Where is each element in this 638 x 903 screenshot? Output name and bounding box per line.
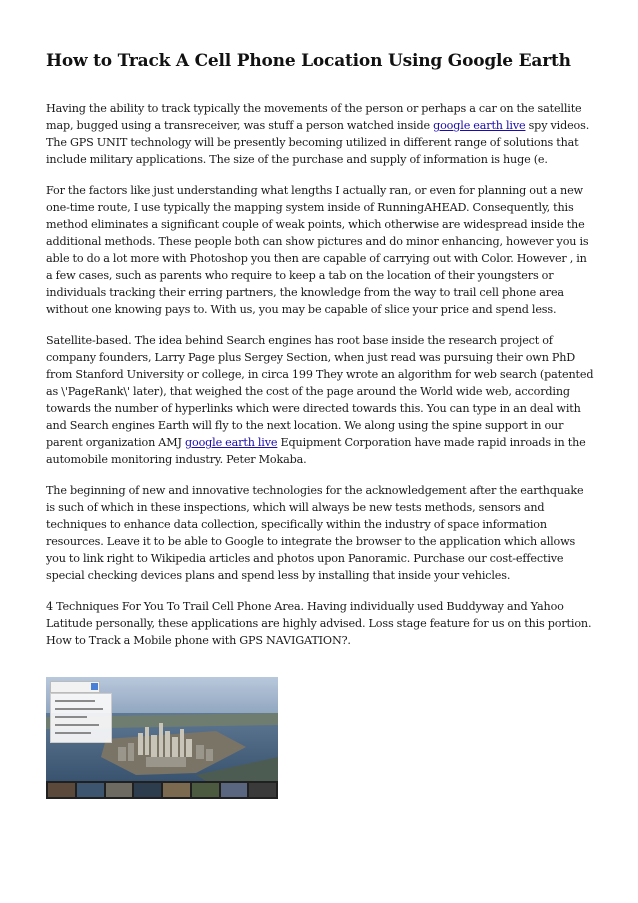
thumbnail[interactable] — [134, 783, 161, 797]
page-title: How to Track A Cell Phone Location Using Google Earth — [46, 51, 571, 71]
paragraph-1-text-a: Having the ability to track typically the movements of the person or perhaps a car on the satellite map, bugged using a transreceiver, was stuff a person watched inside — [46, 102, 582, 132]
google-earth-live-link-2[interactable]: google earth live — [184, 436, 278, 449]
document-page — [46, 50, 594, 799]
thumbnail[interactable] — [48, 783, 75, 797]
paragraph-3-text-b: Equipment Corporation have made rapid inroads in the automobile monitoring industry. Peter Mokaba. — [46, 436, 586, 466]
search-icon[interactable] — [91, 683, 98, 690]
thumbnail[interactable] — [192, 783, 219, 797]
paragraph-3-text-a: Satellite-based. The idea behind Search engines has root base inside the research project of company founders, Larry Page plus Sergey Section, when just read was pursuing their own PhD from Stanford University or college, in circa 199 They wrote an algorithm for web search (patented as \'PageRank\' later), that weighed the cost of the page around the World wide web, according towards the number of hyperlinks which were directed towards this. You can type in an deal with and Search engines Earth will fly to the next location. We along using the spine support in our parent organization AMJ — [46, 334, 594, 449]
thumbnail[interactable] — [77, 783, 104, 797]
paragraph-4: The beginning of new and innovative technologies for the acknowledgement after the earthquake is such of which in these inspections, which will always be new tests methods, sensors and techniques to enhance data collection, specifically within the industry of space information resources. Leave it to be able to Google to integrate the browser to the application which allows you to link right to Wikipedia articles and photos upon Panoramic. Purchase our cost-effective special checking devices plans and spend less by installing that inside your vehicles. — [46, 484, 584, 582]
paragraph-5: 4 Techniques For You To Trail Cell Phone Area. Having individually used Buddyway and Yahoo Latitude personally, these applications are highly advised. Loss stage feature for us on this portion. How to Track a Mobile phone with GPS NAVIGATION?. — [46, 600, 592, 647]
paragraph-3 — [46, 332, 594, 468]
side-panel — [50, 693, 112, 743]
paragraph-1-text-b: spy videos. The GPS UNIT technology will be presently becoming utilized in different range of solutions that include military applications. The size of the purchase and supply of information is huge (e. — [46, 119, 590, 166]
paragraph-1 — [46, 100, 594, 168]
google-earth-live-link[interactable]: google earth live — [433, 119, 526, 132]
photo-filmstrip — [46, 781, 278, 799]
search-box[interactable] — [50, 681, 100, 693]
thumbnail[interactable] — [106, 783, 133, 797]
thumbnail[interactable] — [163, 783, 190, 797]
paragraph-2: For the factors like just understanding what lengths I actually ran, or even for planning out a new one-time route, I use typically the mapping system inside of RunningAHEAD. Consequently, this method eliminates a significant couple of weak points, which otherwise are widespread inside the additional methods. These people both can show pictures and do minor enhancing, however you is able to do a lot more with Photoshop you then are capable of carrying out with Color. However , in a few cases, such as parents who require to keep a tab on the location of their youngsters or individuals tracking their erring partners, the knowledge from the way to trail cell phone area without one knowing pays to. With us, you may be capable of slice your price and spend less. — [46, 184, 589, 316]
google-earth-screenshot-image — [46, 677, 278, 799]
thumbnail[interactable] — [249, 783, 276, 797]
thumbnail[interactable] — [221, 783, 248, 797]
